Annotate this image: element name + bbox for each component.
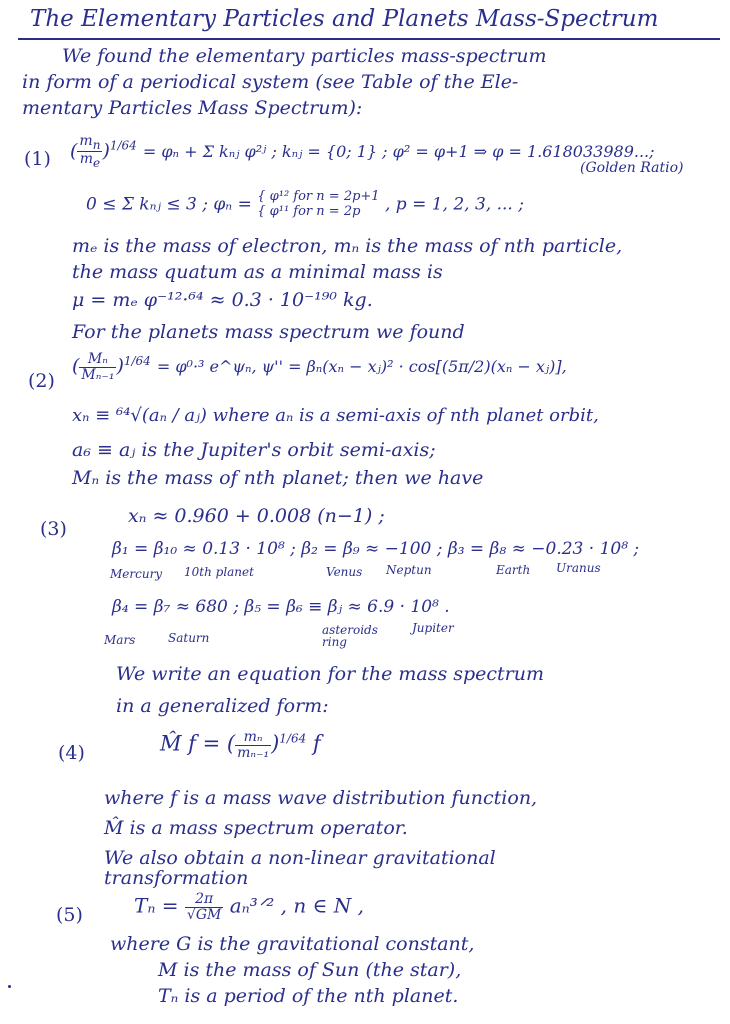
eq1-explanation-2: the mass quatum as a minimal mass is	[72, 261, 443, 283]
eq4-lhs: M̂ f =	[160, 731, 221, 756]
eq2-rhs: = φ⁰·³ e^ψₙ, ψ'' = βₙ(xₙ − xⱼ)² · cos[(5π/2)(xₙ − xⱼ)],	[156, 357, 567, 377]
eq4-frac-den: mₙ₋₁	[237, 744, 270, 761]
eq2-lhs-den: Mₙ₋₁	[81, 366, 115, 383]
intro-line-1: We found the elementary particles mass-spectrum	[62, 45, 547, 67]
eq3-label-uranus: Uranus	[556, 561, 601, 575]
eq3-label-asteroids-ring: asteroids ring	[322, 623, 378, 649]
eq1-p-range: , p = 1, 2, 3, ... ;	[384, 194, 524, 215]
eq1-lhs-den: m	[79, 151, 94, 168]
eq1-explanation-3: μ = mₑ φ⁻¹²·⁶⁴ ≈ 0.3 · 10⁻¹⁹⁰ kg.	[72, 289, 373, 311]
eq1-cases: { φ¹² for n = 2p+1 { φ¹¹ for n = 2p	[257, 189, 380, 219]
eq5-frac-num: 2π	[185, 892, 223, 908]
eq1-lhs-num-sub: n	[92, 137, 101, 152]
equation-2: ( $\frac{\text{Mₙ}}{\text{Mₙ₋₁}}$ )$^{1/64}$ = φ⁰·³ e^ψₙ, ψ'' = βₙ(xₙ − xⱼ)² · cos[(5π/2)(xₙ − xⱼ)],	[72, 351, 567, 383]
equation-1: ( $\frac{m_n}{m_e}$ )$^{1/64}$ = φₙ + Σ kₙⱼ φ²ʲ ; kₙⱼ = {0; 1} ; φ² = φ+1 ⇒ φ = 1.618033989...;	[70, 133, 655, 171]
title-underline	[18, 38, 720, 40]
planets-intro: For the planets mass spectrum we found	[72, 321, 465, 343]
eq2-x-definition: xₙ ≡ ⁶⁴√(aₙ / aⱼ) where aₙ is a semi-axis of nth planet orbit,	[72, 405, 599, 426]
equation-4-number: (4)	[58, 742, 85, 764]
eq3-label-venus: Venus	[326, 565, 363, 579]
eq4-rhs: f	[312, 731, 321, 756]
eq5-lhs: Tₙ =	[134, 893, 179, 918]
eq2-lhs-num: Mₙ	[79, 352, 116, 368]
eq5-explanation-2: M is the mass of Sun (the star),	[158, 959, 462, 981]
equation-3-number: (3)	[40, 518, 67, 540]
ink-dot	[8, 985, 11, 988]
eq5-frac-den: √GM	[186, 906, 222, 923]
eq3-label-earth: Earth	[496, 563, 531, 577]
eq1-case-odd: φ¹² for n = 2p+1	[269, 189, 380, 204]
eq4-exponent: 1/64	[279, 731, 307, 746]
eq1-explanation-1: mₑ is the mass of electron, mₙ is the mass of nth particle,	[72, 235, 623, 257]
eq4-fraction	[235, 730, 271, 760]
eq4-explanation-2: M̂ is a mass spectrum operator.	[104, 817, 408, 839]
eq1-lhs-fraction	[77, 134, 102, 170]
eq1-case-even: φ¹¹ for n = 2p	[269, 203, 361, 219]
eq5-explanation-3: Tₙ is a period of the nth planet.	[158, 985, 459, 1007]
eq3-label-jupiter: Jupiter	[412, 621, 454, 635]
eq4-explanation-4: transformation	[104, 867, 249, 889]
eq1-lhs-exponent: 1/64	[109, 138, 137, 153]
equation-1-number: (1)	[24, 148, 51, 170]
eq1-lhs-den-sub: e	[93, 156, 101, 171]
eq3-label-saturn: Saturn	[168, 631, 210, 645]
equation-1-line-2	[86, 190, 524, 220]
eq1-sum-condition: 0 ≤ Σ kₙⱼ ≤ 3 ; φₙ =	[86, 194, 252, 215]
eq3-beta-row-1: β₁ = β₁₀ ≈ 0.13 · 10⁸ ; β₂ = β₉ ≈ −100 ; β₃ = β₈ ≈ −0.23 · 10⁸ ;	[112, 539, 640, 559]
eq5-rhs: aₙ³ᐟ² , n ∈ N ,	[229, 893, 364, 918]
eq2-a-definition: a₆ ≡ aⱼ is the Jupiter's orbit semi-axis;	[72, 439, 436, 461]
eq1-lhs-num: m	[79, 133, 93, 149]
eq4-explanation-1: where f is a mass wave distribution function,	[104, 787, 538, 809]
equation-2-number: (2)	[28, 370, 55, 392]
eq3-beta-row-2: β₄ = β₇ ≈ 680 ; β₅ = β₆ ≡ βⱼ ≈ 6.9 · 10⁸ .	[112, 597, 450, 617]
eq3-label-10th-planet: 10th planet	[184, 565, 254, 579]
eq3-label-neptun: Neptun	[386, 563, 432, 577]
eq5-fraction	[185, 892, 223, 922]
equation-5	[134, 892, 364, 922]
golden-ratio-note: (Golden Ratio)	[580, 160, 684, 176]
eq4-frac-num: mₙ	[235, 730, 271, 746]
equation-4: M̂ f = ( $\frac{\text{mₙ}}{\text{mₙ₋₁}}$ )$^{1/64}$ f	[160, 729, 321, 761]
eq4-explanation-3: We also obtain a non-linear gravitational	[104, 847, 496, 869]
intro-line-2: in form of a periodical system (see Table of the Ele-	[22, 71, 519, 93]
eq2-m-definition: Mₙ is the mass of nth planet; then we have	[72, 467, 484, 489]
equation-5-number: (5)	[56, 904, 83, 926]
eq3-label-mars: Mars	[104, 633, 136, 647]
eq3-label-mercury: Mercury	[110, 567, 163, 581]
eq2-lhs-fraction	[79, 352, 116, 382]
general-intro-1: We write an equation for the mass spectrum	[116, 663, 545, 685]
eq2-lhs-exponent: 1/64	[123, 353, 151, 368]
general-intro-2: in a generalized form:	[116, 695, 329, 717]
eq5-explanation-1: where G is the gravitational constant,	[110, 933, 475, 955]
intro-line-3: mentary Particles Mass Spectrum):	[22, 97, 363, 119]
eq1-rhs: = φₙ + Σ kₙⱼ φ²ʲ ; kₙⱼ = {0; 1} ; φ² = φ+1 ⇒ φ = 1.618033989...;	[142, 141, 655, 161]
page-title: The Elementary Particles and Planets Mass-Spectrum	[30, 6, 659, 32]
eq3-x-line: xₙ ≈ 0.960 + 0.008 (n−1) ;	[128, 505, 385, 527]
